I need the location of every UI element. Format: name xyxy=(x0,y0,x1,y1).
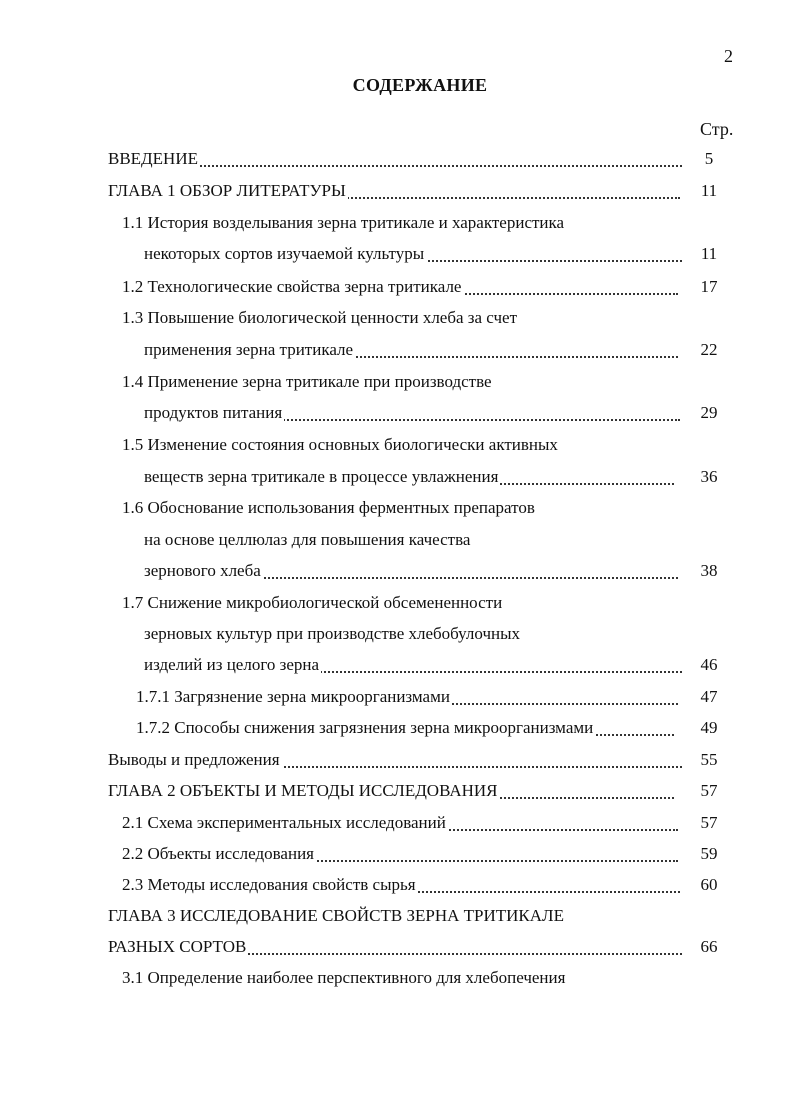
toc-entry-page: 66 xyxy=(700,937,718,956)
toc-entry-page: 5 xyxy=(704,149,714,168)
toc-entry xyxy=(0,936,793,958)
toc-entry xyxy=(0,874,793,896)
toc-entry xyxy=(0,749,793,771)
toc-entry-page: 11 xyxy=(700,244,718,263)
toc-entry-page: 60 xyxy=(700,875,718,894)
toc-entry-text: 2.1 Схема экспериментальных исследований xyxy=(122,813,446,832)
toc-entry-text: 1.3 Повышение биологической ценности хлеба за счет xyxy=(122,308,518,327)
toc-entry-text: некоторых сортов изучаемой культуры xyxy=(144,244,425,263)
toc-entry xyxy=(0,812,793,834)
toc-entry xyxy=(0,623,793,645)
toc-entry-page: 55 xyxy=(700,750,718,769)
toc-entry-text: зерновых культур при производстве хлебобулочных xyxy=(144,624,521,643)
toc-entry xyxy=(0,686,793,708)
toc-entry-text: на основе целлюлаз для повышения качества xyxy=(144,530,471,549)
toc-entry-page: 57 xyxy=(700,781,718,800)
toc-entry-text: Выводы и предложения xyxy=(108,750,280,769)
toc-entry-text: изделий из целого зерна xyxy=(144,655,320,674)
toc-entry-text: 2.2 Объекты исследования xyxy=(122,844,314,863)
toc-entry-page: 22 xyxy=(700,340,718,359)
toc-entry-page: 17 xyxy=(700,277,718,296)
toc-entry xyxy=(0,529,793,551)
toc-entry xyxy=(0,434,793,456)
toc-entry xyxy=(0,560,793,582)
page-column-label: Стр. xyxy=(700,119,734,139)
toc-entry xyxy=(0,843,793,865)
toc-entry-page: 38 xyxy=(700,561,718,580)
toc-entry-page: 59 xyxy=(700,844,718,863)
toc-entry-text: применения зерна тритикале xyxy=(144,340,354,359)
toc-entry xyxy=(0,780,793,802)
toc-entry-text: 1.6 Обоснование использования ферментных препаратов xyxy=(122,498,535,517)
toc-entry-page: 36 xyxy=(700,467,718,486)
toc-entry-text: 1.7.1 Загрязнение зерна микроорганизмами xyxy=(136,687,450,706)
page-title: СОДЕРЖАНИЕ xyxy=(352,75,488,95)
toc-entry-page: 46 xyxy=(700,655,718,674)
toc-entry-page: 47 xyxy=(700,687,718,706)
toc-entry xyxy=(0,967,793,989)
toc-entry xyxy=(0,371,793,393)
toc-entry-text: 1.2 Технологические свойства зерна тритикале xyxy=(122,277,462,296)
toc-entry-text: ГЛАВА 1 ОБЗОР ЛИТЕРАТУРЫ xyxy=(108,181,346,200)
toc-entry xyxy=(0,180,793,202)
toc-entry-text: 2.3 Методы исследования свойств сырья xyxy=(122,875,416,894)
toc-entry-text: продуктов питания xyxy=(144,403,283,422)
toc-entry-text: ГЛАВА 3 ИССЛЕДОВАНИЕ СВОЙСТВ ЗЕРНА ТРИТИКАЛЕ xyxy=(108,906,564,925)
toc-entry-page: 29 xyxy=(700,403,718,422)
toc-entry-text: 1.7.2 Способы снижения загрязнения зерна микроорганизмами xyxy=(136,718,594,737)
toc-entry xyxy=(0,402,793,424)
toc-entry-text: зернового хлеба xyxy=(144,561,261,580)
toc-entry-text: ВВЕДЕНИЕ xyxy=(108,149,198,168)
page-number: 2 xyxy=(724,46,733,66)
toc-entry-text: 3.1 Определение наиболее перспективного для хлебопечения xyxy=(122,968,566,987)
toc-entry-text: ГЛАВА 2 ОБЪЕКТЫ И МЕТОДЫ ИССЛЕДОВАНИЯ xyxy=(108,781,498,800)
toc-entry xyxy=(0,905,793,927)
toc-entry-text: РАЗНЫХ СОРТОВ xyxy=(108,937,247,956)
toc-entry xyxy=(0,243,793,265)
toc-entry xyxy=(0,339,793,361)
toc-entry xyxy=(0,212,793,234)
toc-entry xyxy=(0,148,793,170)
toc-entry-text: 1.5 Изменение состояния основных биологически активных xyxy=(122,435,558,454)
toc-entry xyxy=(0,307,793,329)
toc-entry-text: 1.1 История возделывания зерна тритикале и характеристика xyxy=(122,213,565,232)
toc-entry xyxy=(0,654,793,676)
toc-entry xyxy=(0,276,793,298)
toc-entry-page: 49 xyxy=(700,718,718,737)
toc-entry-text: 1.7 Снижение микробиологической обсемененности xyxy=(122,593,503,612)
toc-entry-text: веществ зерна тритикале в процессе увлажнения xyxy=(144,467,499,486)
toc-entry-page: 11 xyxy=(700,181,718,200)
toc-entry xyxy=(0,466,793,488)
toc-entry-text: 1.4 Применение зерна тритикале при производстве xyxy=(122,372,492,391)
toc-entry xyxy=(0,592,793,614)
toc-entry-page: 57 xyxy=(700,813,718,832)
toc-entry xyxy=(0,717,793,739)
toc-entry xyxy=(0,497,793,519)
